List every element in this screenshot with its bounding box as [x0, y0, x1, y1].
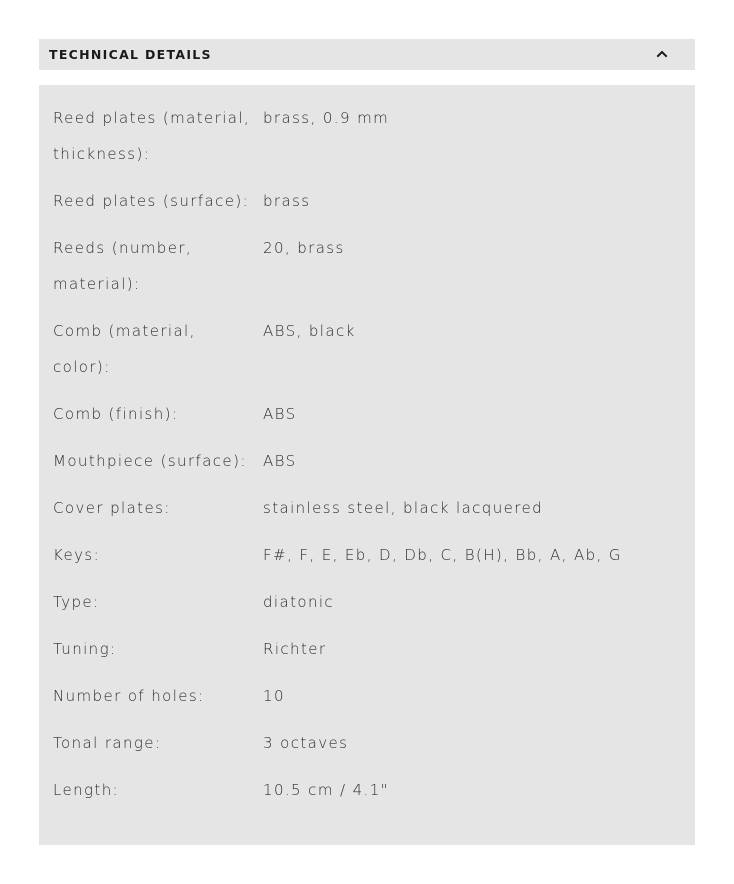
- chevron-up-icon[interactable]: [656, 49, 668, 59]
- detail-value: Richter: [263, 640, 327, 658]
- detail-value: 3 octaves: [263, 734, 349, 752]
- detail-row-mouthpiece: [39, 443, 695, 479]
- technical-details-panel: [39, 85, 695, 845]
- technical-details-accordion-header[interactable]: [39, 39, 695, 70]
- detail-label: Tuning:: [53, 640, 117, 658]
- detail-row-comb-material: [39, 313, 695, 385]
- detail-label: Cover plates:: [53, 499, 171, 517]
- detail-label: Type:: [53, 593, 100, 611]
- detail-value: brass, 0.9 mm: [263, 109, 390, 127]
- detail-row-length: [39, 772, 695, 808]
- detail-row-comb-finish: [39, 396, 695, 432]
- detail-label: Number of holes:: [53, 687, 205, 705]
- detail-row-keys: [39, 537, 695, 573]
- detail-value: brass: [263, 192, 311, 210]
- detail-label: Comb (finish):: [53, 405, 179, 423]
- detail-row-cover-plates: [39, 490, 695, 526]
- detail-row-tuning: [39, 631, 695, 667]
- detail-value: ABS, black: [263, 322, 356, 340]
- detail-row-reeds: [39, 230, 695, 302]
- detail-row-reed-plates-surface: [39, 183, 695, 219]
- detail-value: diatonic: [263, 593, 335, 611]
- detail-label: Keys:: [53, 546, 101, 564]
- detail-value: stainless steel, black lacquered: [263, 499, 544, 517]
- detail-label: Mouthpiece (surface):: [53, 452, 247, 470]
- detail-label: Reeds (number, material):: [53, 239, 193, 293]
- accordion-title: TECHNICAL DETAILS: [49, 47, 212, 62]
- detail-value: 10.5 cm / 4.1": [263, 781, 389, 799]
- detail-row-tonal-range: [39, 725, 695, 761]
- detail-value: ABS: [263, 405, 297, 423]
- detail-value: 10: [263, 687, 285, 705]
- detail-label: Reed plates (material, thickness):: [53, 109, 251, 163]
- detail-value: 20, brass: [263, 239, 345, 257]
- detail-label: Reed plates (surface):: [53, 192, 250, 210]
- detail-row-reed-plates-material: [39, 100, 695, 172]
- detail-label: Length:: [53, 781, 120, 799]
- detail-value: ABS: [263, 452, 297, 470]
- detail-label: Comb (material, color):: [53, 322, 196, 376]
- detail-label: Tonal range:: [53, 734, 162, 752]
- detail-row-number-of-holes: [39, 678, 695, 714]
- detail-row-type: [39, 584, 695, 620]
- detail-value: F#, F, E, Eb, D, Db, C, B(H), Bb, A, Ab, G: [263, 546, 622, 564]
